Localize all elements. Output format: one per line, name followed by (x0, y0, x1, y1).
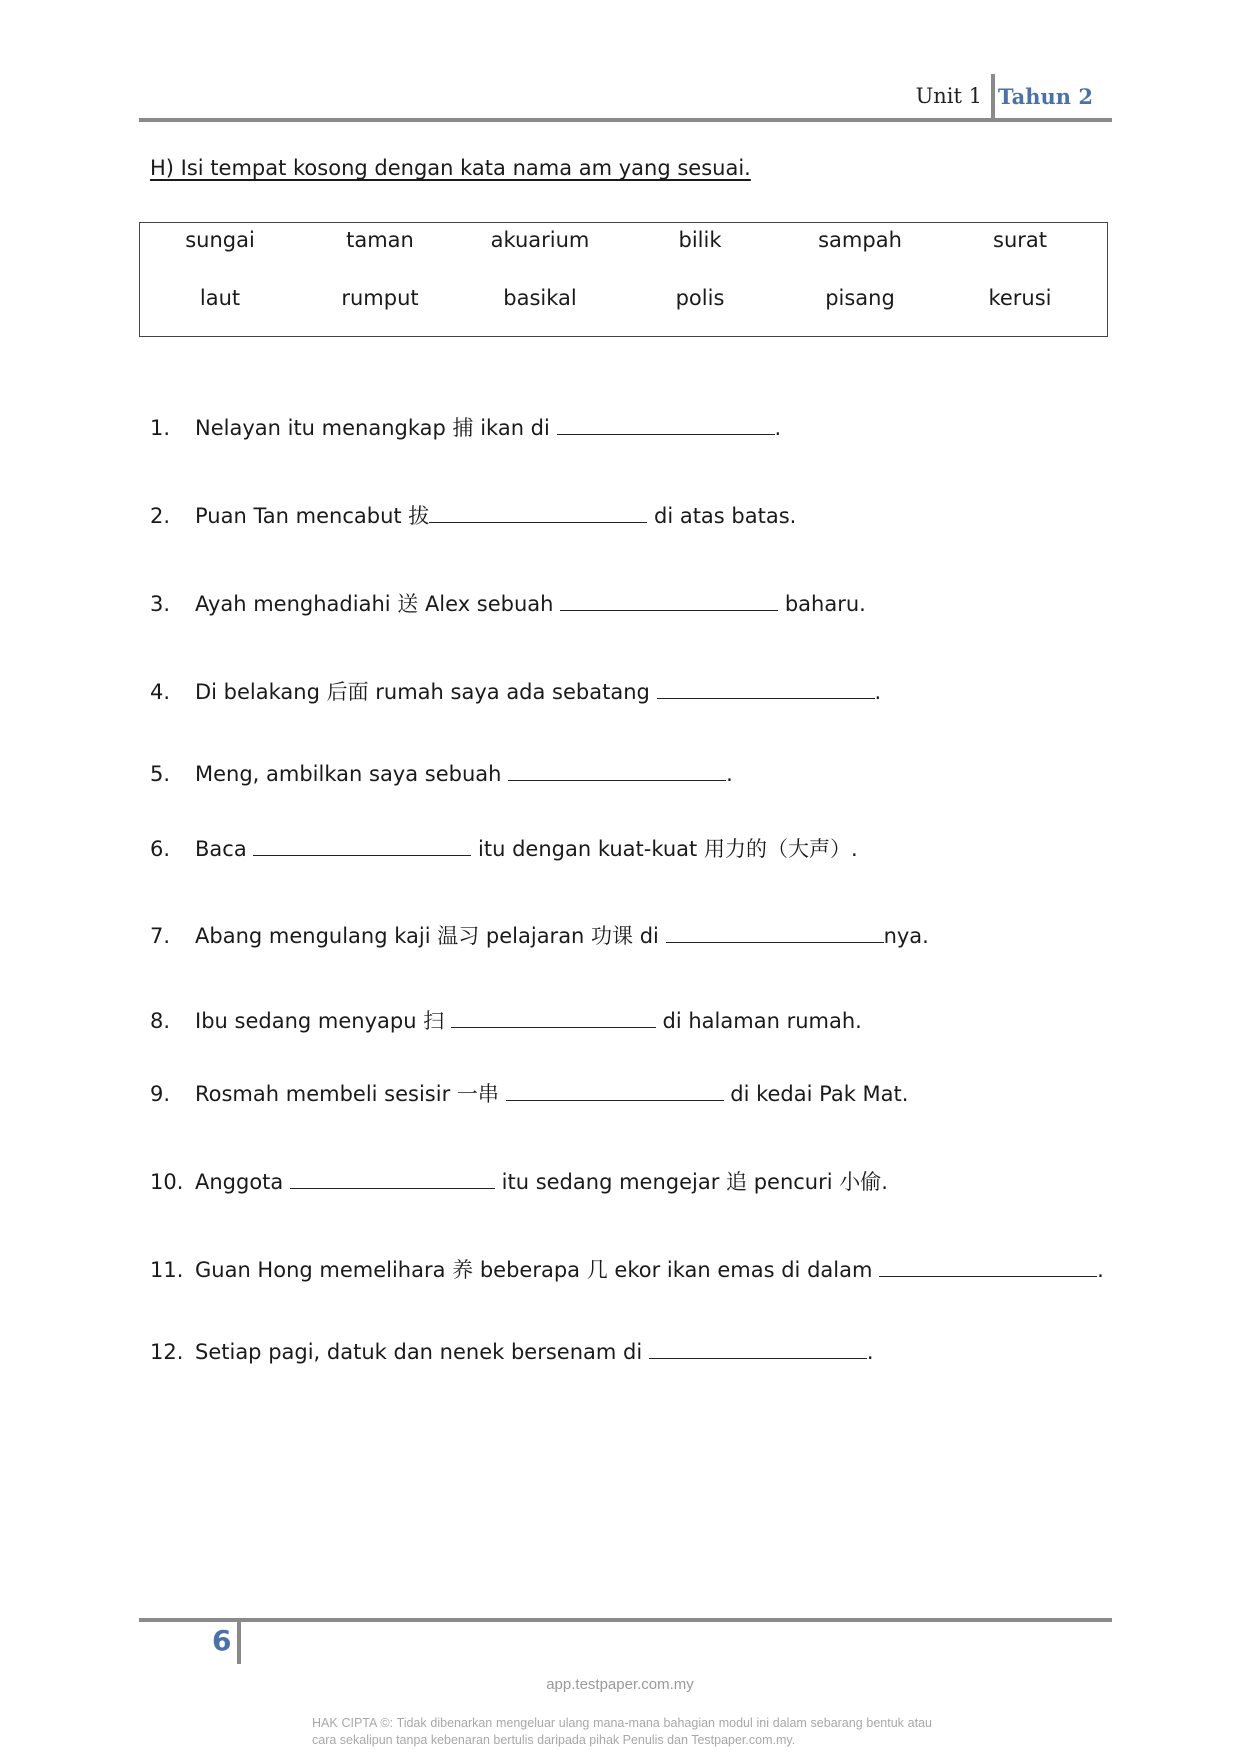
question-text-after: nya. (883, 924, 929, 948)
question-text-after: . (874, 680, 882, 704)
answer-blank[interactable] (429, 502, 647, 523)
question-text-after: di halaman rumah. (655, 1009, 862, 1033)
question-item (150, 1005, 862, 1035)
word-bank-item: rumput (341, 286, 419, 310)
word-bank-item: akuarium (490, 228, 590, 252)
question-text-after: di atas batas. (647, 504, 797, 528)
question-item (150, 676, 881, 706)
question-number: 1. (150, 416, 171, 440)
header-rule (139, 118, 1112, 122)
unit-label: Unit 1 (915, 84, 982, 108)
question-text-after: itu dengan kuat-kuat 用力的（大声）. (471, 837, 858, 861)
word-bank-item: laut (199, 286, 241, 310)
answer-blank[interactable] (508, 760, 726, 781)
answer-blank[interactable] (560, 590, 778, 611)
question-text-before: Meng, ambilkan saya sebuah (195, 762, 509, 786)
answer-blank[interactable] (290, 1168, 495, 1189)
question-text-before: Ayah menghadiahi 送 Alex sebuah (195, 592, 561, 616)
question-text-before: Rosmah membeli sesisir 一串 (195, 1082, 506, 1106)
question-text-before: Guan Hong memelihara 养 beberapa 几 ekor ikan emas di dalam (195, 1258, 880, 1282)
question-text-after: . (774, 416, 782, 440)
question-number: 12. (150, 1340, 184, 1364)
header-divider (991, 74, 995, 120)
word-bank-item: pisang (825, 286, 895, 310)
page-number: 6 (212, 1624, 232, 1657)
answer-blank[interactable] (879, 1256, 1097, 1277)
answer-blank[interactable] (506, 1080, 724, 1101)
question-item (150, 500, 796, 530)
question-item (150, 588, 866, 618)
question-text-before: Anggota (195, 1170, 290, 1194)
question-number: 8. (150, 1009, 171, 1033)
footer-divider (237, 1620, 241, 1664)
question-text-after: baharu. (778, 592, 866, 616)
word-bank-item: taman (346, 228, 414, 252)
question-number: 3. (150, 592, 171, 616)
answer-blank[interactable] (649, 1338, 867, 1359)
question-text-after: . (866, 1340, 874, 1364)
year-label: Tahun 2 (998, 84, 1093, 109)
answer-blank[interactable] (557, 414, 775, 435)
question-text-after: . (726, 762, 733, 786)
question-number: 9. (150, 1082, 171, 1106)
word-bank-box (139, 222, 1108, 337)
question-text-before: Di belakang 后面 rumah saya ada sebatang (195, 680, 657, 704)
question-number: 6. (150, 837, 171, 861)
word-bank-item: surat (993, 228, 1047, 252)
site-url: app.testpaper.com.my (546, 1676, 694, 1693)
question-text-after: . (1097, 1258, 1104, 1282)
question-number: 4. (150, 680, 171, 704)
answer-blank[interactable] (666, 922, 884, 943)
answer-blank[interactable] (451, 1007, 656, 1028)
question-number: 11. (150, 1258, 184, 1282)
footer-rule (139, 1618, 1112, 1622)
question-number: 10. (150, 1170, 184, 1194)
question-item (150, 412, 781, 442)
question-item (150, 920, 929, 950)
question-item (150, 760, 733, 786)
question-text-before: Baca (195, 837, 254, 861)
question-text-after: di kedai Pak Mat. (723, 1082, 909, 1106)
word-bank-item: sungai (185, 228, 255, 252)
question-text-before: Puan Tan mencabut 拔 (195, 504, 430, 528)
question-item (150, 1166, 888, 1196)
word-bank-item: kerusi (988, 286, 1052, 310)
copyright-notice: HAK CIPTA ©: Tidak dibenarkan mengeluar ulang mana-mana bahagian modul ini dalam sebarang bentuk atau cara sekalipun tanpa kebenaran bertulis daripada pihak Penulis dan Testpaper.com.my. (312, 1716, 932, 1747)
question-text-before: Nelayan itu menangkap 捕 ikan di (195, 416, 557, 440)
question-item (150, 833, 858, 863)
question-text-before: Abang mengulang kaji 温习 pelajaran 功课 di (195, 924, 666, 948)
page-header (139, 72, 1112, 122)
question-text-after: itu sedang mengejar 追 pencuri 小偷. (494, 1170, 888, 1194)
question-number: 2. (150, 504, 171, 528)
question-number: 5. (150, 762, 171, 786)
exercise-instruction: H) Isi tempat kosong dengan kata nama am yang sesuai. (150, 156, 751, 180)
question-text-before: Ibu sedang menyapu 扫 (195, 1009, 451, 1033)
answer-blank[interactable] (253, 835, 471, 856)
word-bank-item: basikal (503, 286, 577, 310)
question-item (150, 1254, 1104, 1284)
question-number: 7. (150, 924, 171, 948)
word-bank-item: bilik (678, 228, 722, 252)
word-bank-item: sampah (818, 228, 902, 252)
word-bank-item: polis (675, 286, 725, 310)
answer-blank[interactable] (657, 678, 875, 699)
question-text-before: Setiap pagi, datuk dan nenek bersenam di (195, 1340, 649, 1364)
question-item (150, 1338, 874, 1364)
question-item (150, 1078, 908, 1108)
